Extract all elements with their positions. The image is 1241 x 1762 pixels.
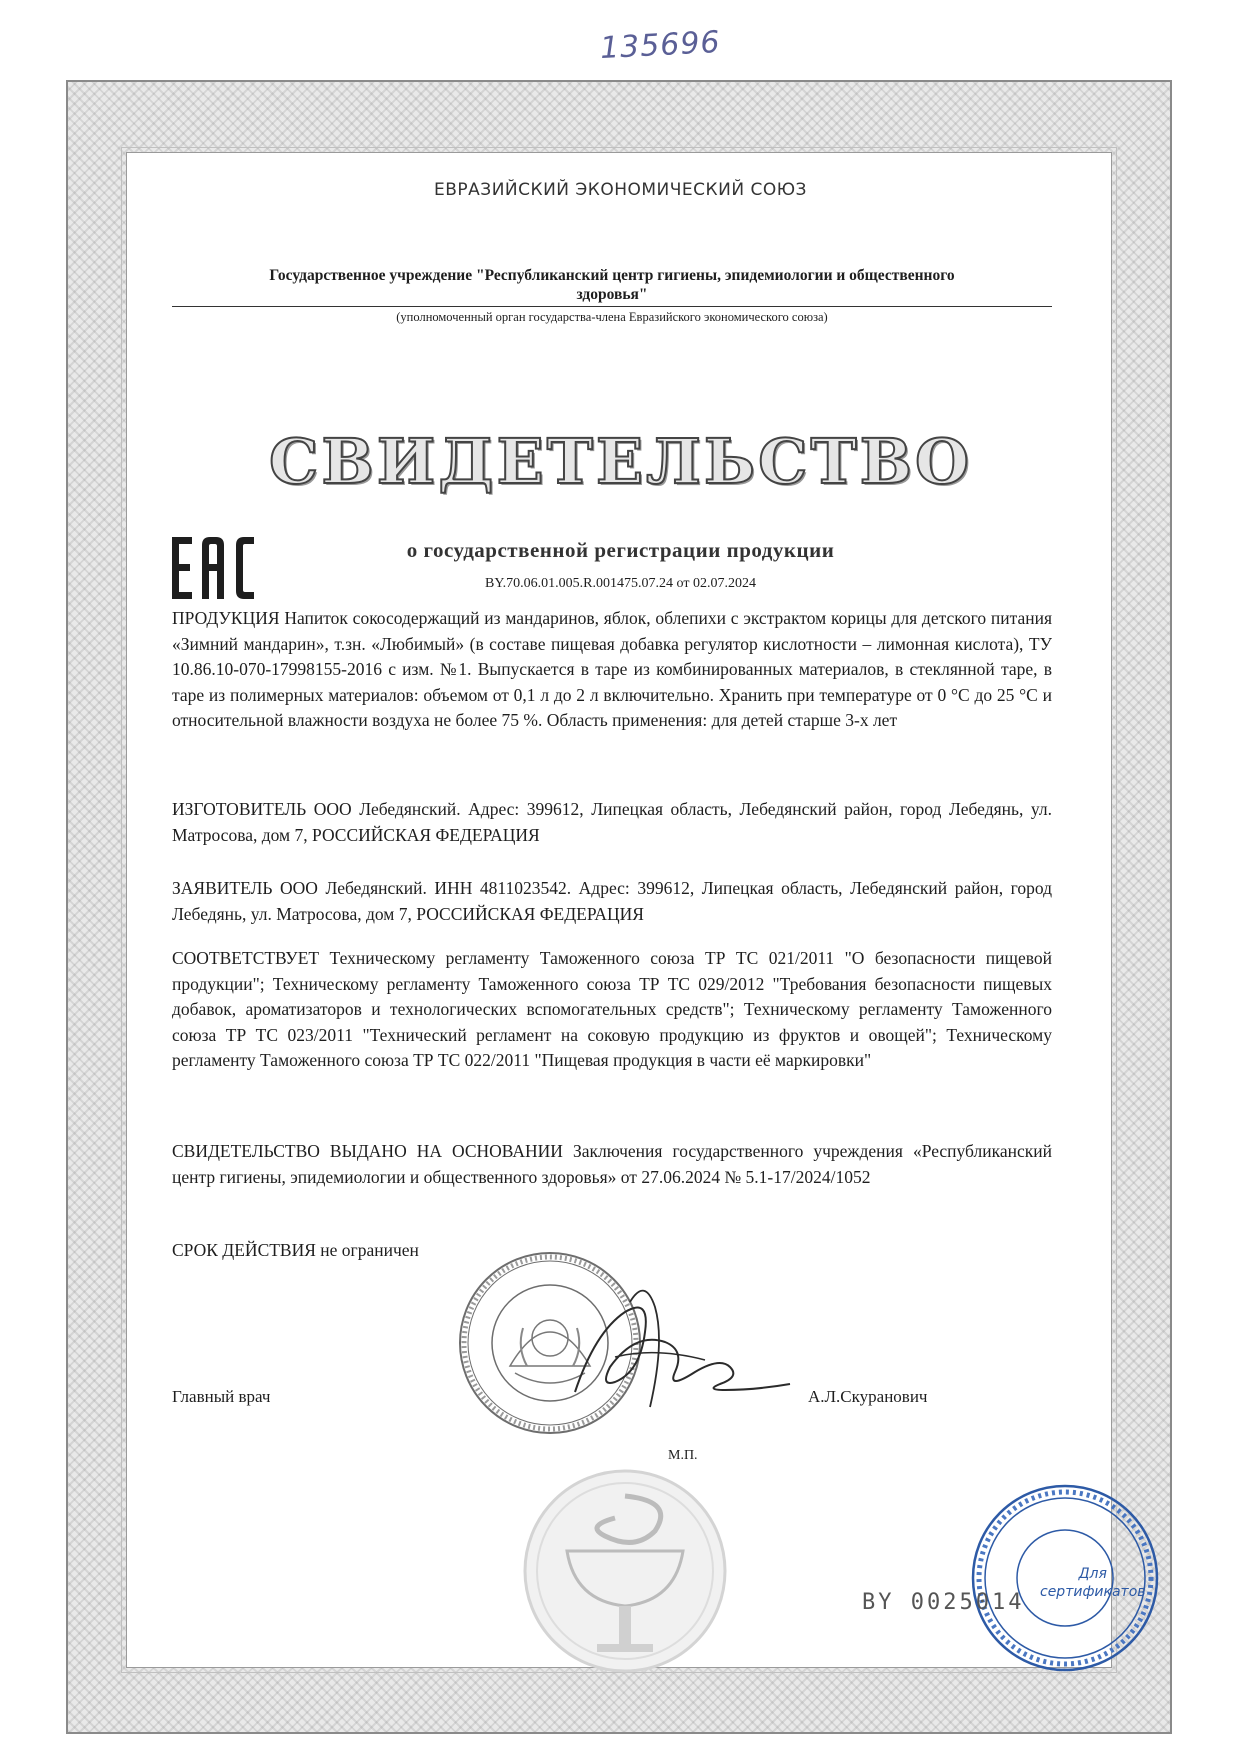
conformity-label: СООТВЕТСТВУЕТ bbox=[172, 948, 320, 968]
form-serial-number: BY 0025014 bbox=[862, 1590, 1025, 1615]
issuer-underline bbox=[172, 306, 1052, 307]
applicant-text: ООО Лебедянский. ИНН 4811023542. Адрес: 399612, Липецкая область, Лебедянский район, город Лебедянь, ул. Матросова, дом 7, РОССИЙСКАЯ ФЕДЕРАЦИЯ bbox=[172, 878, 1052, 924]
product-text: Напиток сокосодержащий из мандаринов, яблок, облепихи с экстрактом корицы для детского питания «Зимний мандарин», т.зн. «Любимый» (в составе пищевая добавка регулятор кислотности – лимонная кислота), ТУ 10.86.10-070-17998155-2016 с изм. №1. Выпускается в таре из комбинированных материалов, в стеклянной таре, в таре из полимерных материалов: объемом от 0,1 л до 2 л включительно. Хранить при температуре от 0 °С до 25 °С и относительной влажности воздуха не более 75 %. Область применения: для детей старше 3-х лет bbox=[172, 608, 1052, 730]
basis-text: Заключения государственного учреждения «Республиканский центр гигиены, эпидемиологии и общественного здоровья» от 27.06.2024 № 5.1-17/2024/1052 bbox=[172, 1141, 1052, 1187]
union-heading: ЕВРАЗИЙСКИЙ ЭКОНОМИЧЕСКИЙ СОЮЗ bbox=[434, 180, 807, 200]
seal-place-label: М.П. bbox=[668, 1448, 698, 1463]
registration-number: BY.70.06.01.005.R.001475.07.24 от 02.07.2024 bbox=[485, 576, 756, 591]
manufacturer-section bbox=[172, 797, 1052, 848]
signatory-position: Главный врач bbox=[172, 1387, 271, 1406]
validity-label: СРОК ДЕЙСТВИЯ bbox=[172, 1240, 316, 1260]
basis-label: СВИДЕТЕЛЬСТВО ВЫДАНО НА ОСНОВАНИИ bbox=[172, 1141, 563, 1161]
issuer-name bbox=[172, 266, 1052, 304]
product-section bbox=[172, 606, 1052, 734]
manufacturer-text: ООО Лебедянский. Адрес: 399612, Липецкая область, Лебедянский район, город Лебедянь, ул. Матросова, дом 7, РОССИЙСКАЯ ФЕДЕРАЦИЯ bbox=[172, 799, 1052, 845]
conformity-text: Техническому регламенту Таможенного союза ТР ТС 021/2011 "О безопасности пищевой продукции"; Техническому регламенту Таможенного союза ТР ТС 029/2012 "Требования безопасности пищевых добавок, ароматизаторов и технологических вспомогательных средств"; Техническому регламенту Таможенного союза ТР ТС 023/2011 "Технический регламент на соковую продукцию из фруктов и овощей"; Техническому регламенту Таможенного союза ТР ТС 022/2011 "Пищевая продукция в части её маркировки" bbox=[172, 948, 1053, 1070]
manufacturer-label: ИЗГОТОВИТЕЛЬ bbox=[172, 799, 307, 819]
product-label: ПРОДУКЦИЯ bbox=[172, 608, 280, 628]
handwritten-signature-icon bbox=[555, 1272, 795, 1422]
applicant-label: ЗАЯВИТЕЛЬ bbox=[172, 878, 273, 898]
signatory-name: А.Л.Скуранович bbox=[808, 1387, 928, 1406]
document-title: СВИДЕТЕЛЬСТВО bbox=[269, 425, 972, 498]
conformity-section bbox=[172, 946, 1052, 1074]
issuer-note: (уполномоченный орган государства-члена Евразийского экономического союза) bbox=[396, 310, 828, 324]
blue-stamp-label: Для сертификатов bbox=[1040, 1566, 1146, 1600]
handwritten-number: 135696 bbox=[599, 24, 722, 67]
basis-section bbox=[172, 1139, 1052, 1190]
issuer-line-2: здоровья" bbox=[576, 286, 648, 303]
validity-text: не ограничен bbox=[320, 1240, 419, 1260]
applicant-section bbox=[172, 876, 1052, 927]
embossed-medical-seal-icon bbox=[505, 1456, 745, 1676]
document-subtitle: о государственной регистрации продукции bbox=[406, 538, 835, 562]
issuer-line-1: Государственное учреждение "Республиканский центр гигиены, эпидемиологии и общественного bbox=[269, 267, 955, 284]
